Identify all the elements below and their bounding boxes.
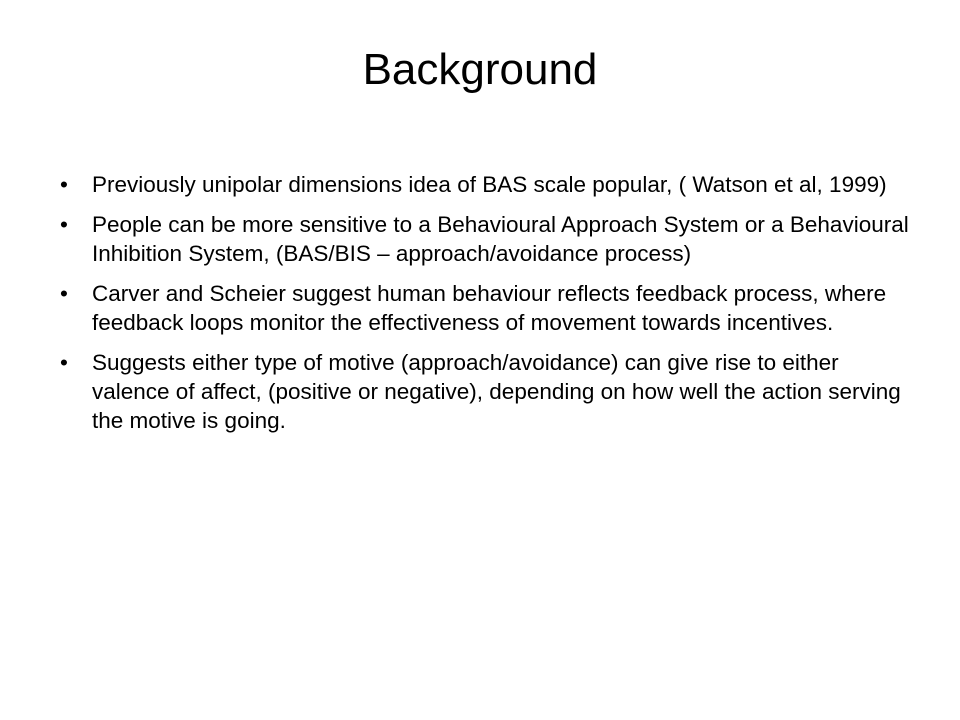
bullet-item — [60, 210, 910, 268]
bullet-text: People can be more sensitive to a Behavioural Approach System or a Behavioural Inhibition System, (BAS/BIS – approach/avoidance process) — [92, 212, 909, 266]
bullet-icon: • — [60, 172, 68, 197]
bullet-item — [60, 348, 910, 435]
bullet-icon: • — [60, 212, 68, 237]
bullet-icon: • — [60, 350, 68, 375]
bullet-list — [60, 170, 910, 446]
bullet-item — [60, 279, 910, 337]
bullet-text: Carver and Scheier suggest human behaviour reflects feedback process, where feedback loops monitor the effectiveness of movement towards incentives. — [92, 281, 887, 335]
slide-title: Background — [362, 45, 598, 94]
bullet-icon: • — [60, 281, 68, 306]
bullet-text: Suggests either type of motive (approach/avoidance) can give rise to either valence of affect, (positive or negative), depending on how well the action serving the motive is going. — [92, 350, 901, 433]
bullet-item — [60, 170, 910, 199]
bullet-text: Previously unipolar dimensions idea of BAS scale popular, ( Watson et al, 1999) — [92, 172, 887, 197]
